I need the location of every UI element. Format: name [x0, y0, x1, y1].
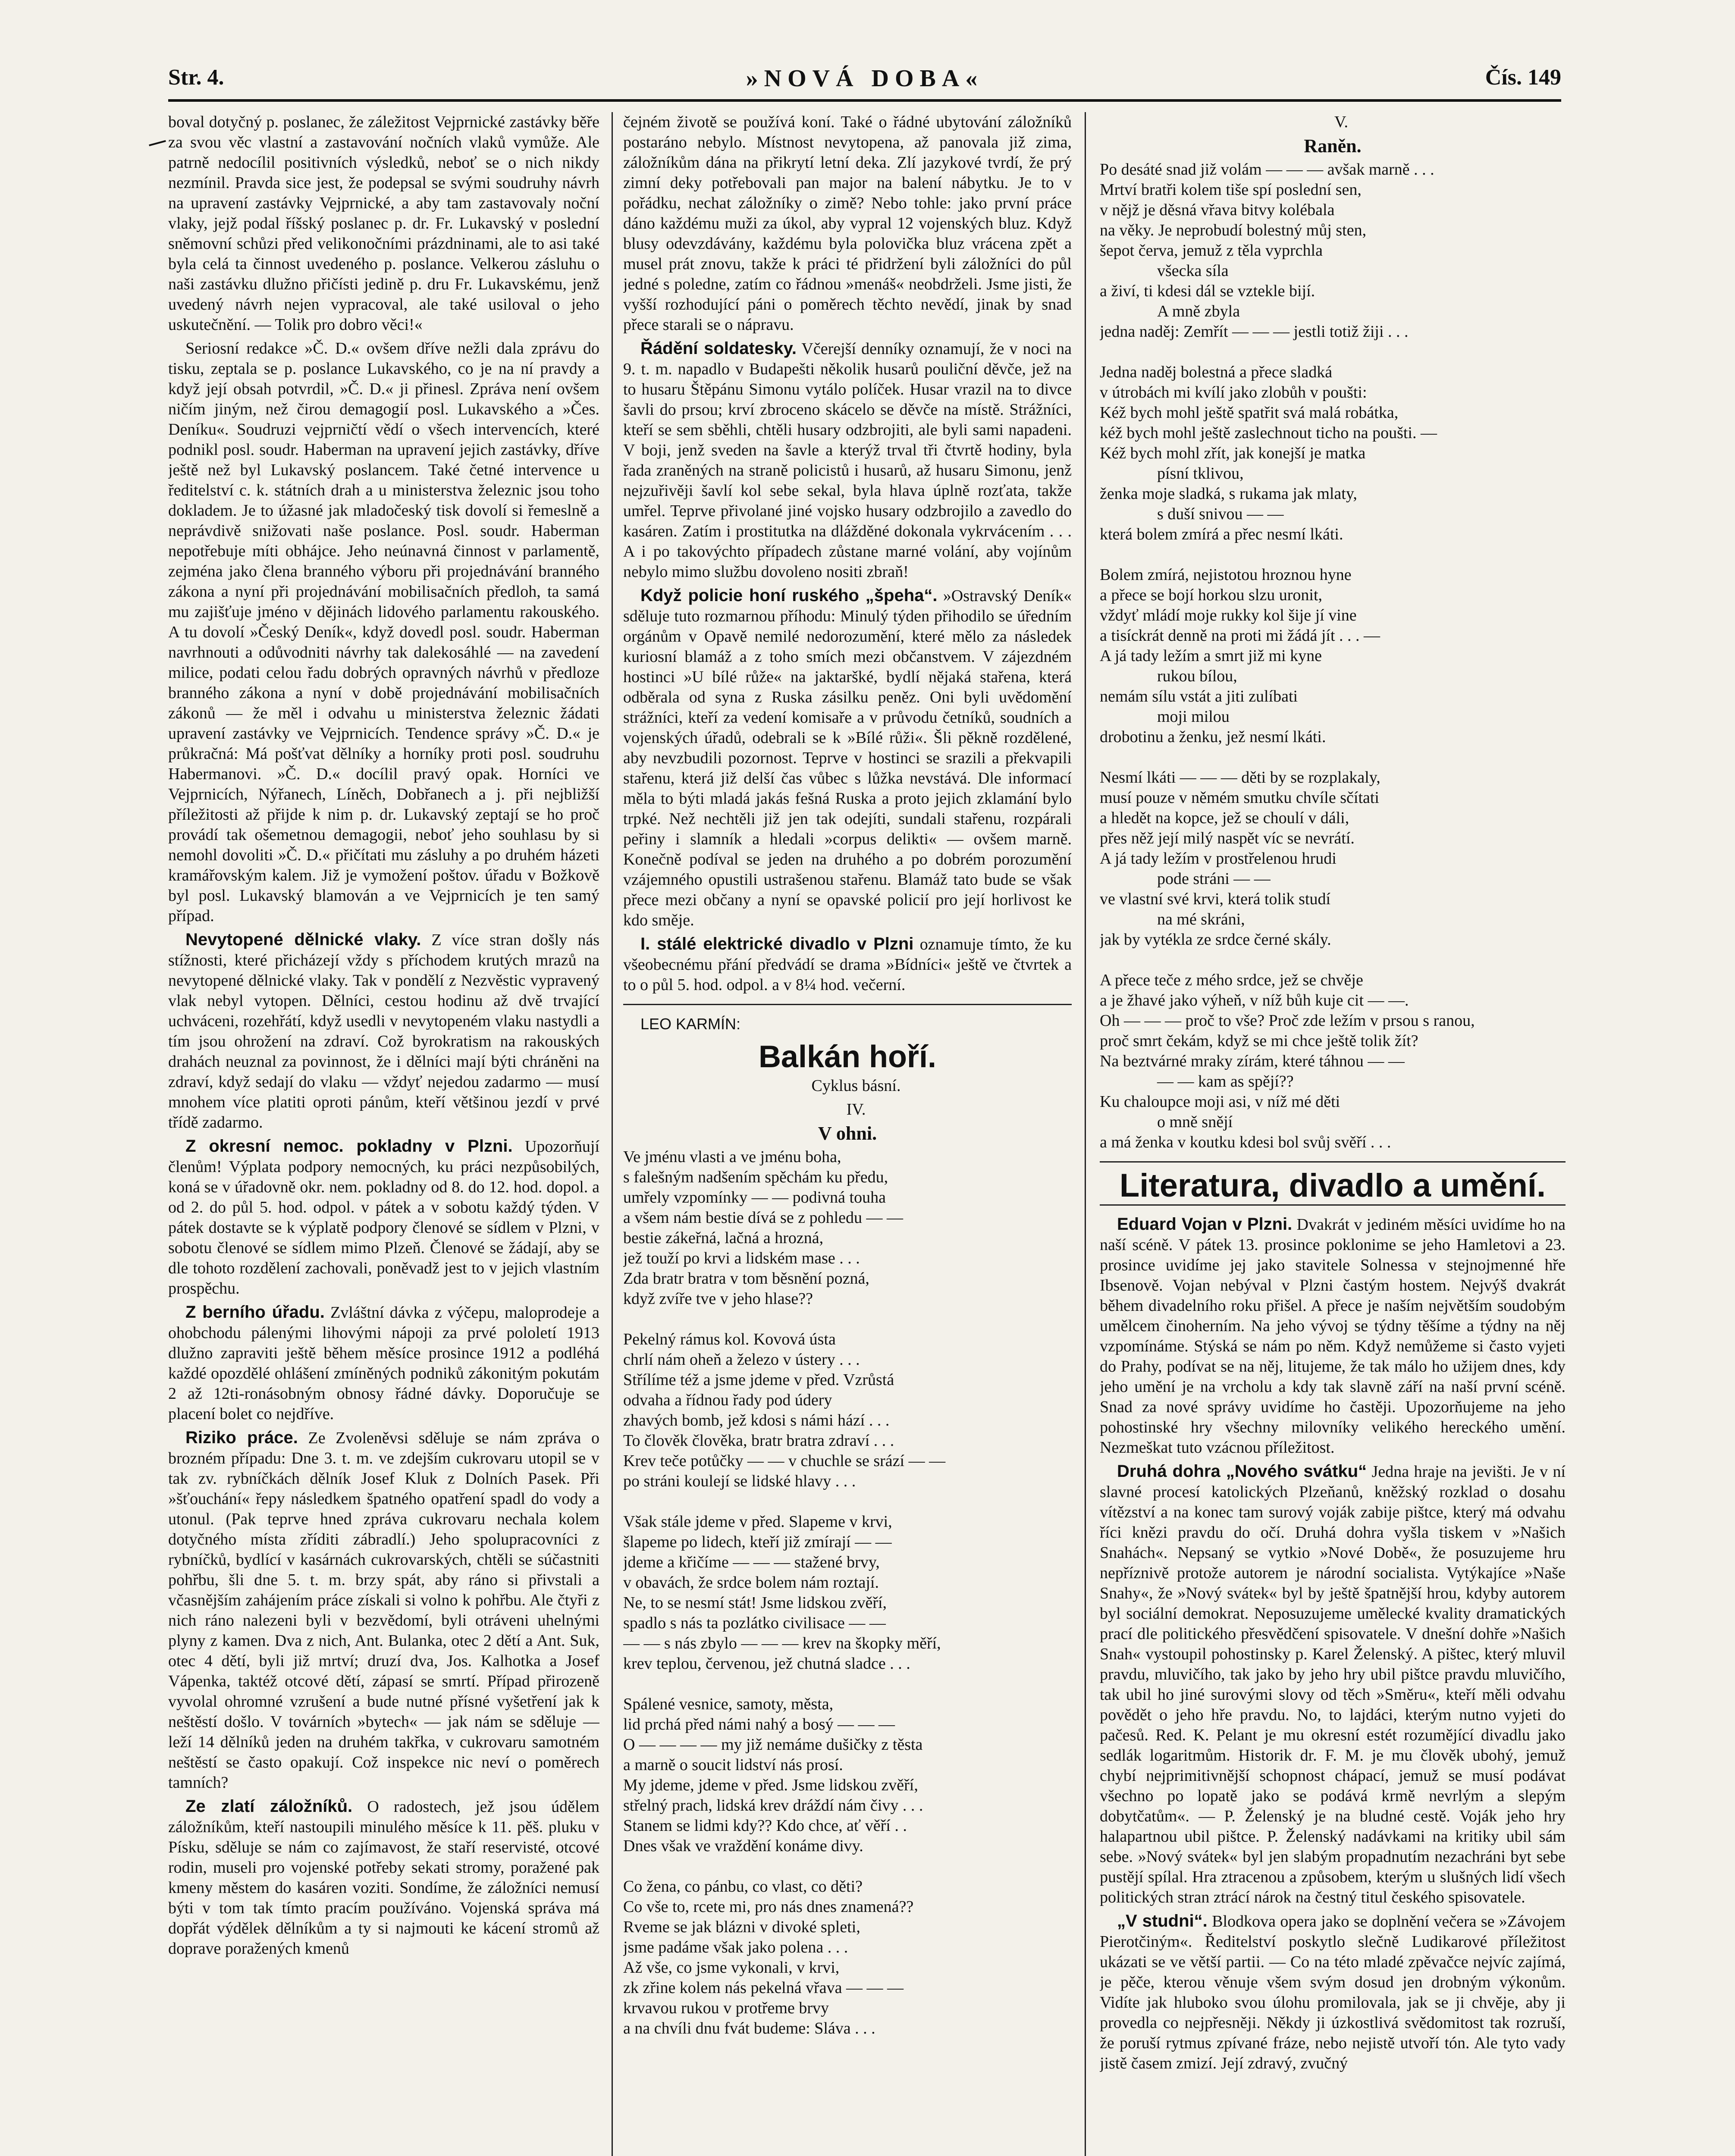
- poem-stanza: Však stále jdeme v před. Slapeme v krvi, šlapeme po lidech, kteří již zmírají — — jdeme a křičíme — — — stažené brvy, v obavách, že srdce bolem nám roztají. Ne, to se nesmí stát! Jsme lidskou zvěří, spadlo s nás ta pozlátko civilisace — — — — s nás zbylo — — — krev na škopky měří, krev teplou, červenou, jež chutná sladce . . .: [623, 1513, 941, 1673]
- poem-part-number: V.: [1334, 113, 1349, 131]
- paragraph: Upozorňují členům! Výplata podpory nemocných, ku práci nezpůsobilých, koná se v úřadovně okr. nem. pokladny od 8. do 12. hod. dopol. a od 2. do půl 5. hod. odpol. v pátek a v sobotu každý týden. V pátek dostavte se k výplatě podpory členové se sídlem v Plzni, v sobotu členové se sídlem mimo Plzeň. Členové se žádají, aby se dle tohoto rozdělení zachovali, poněvadž jest to v jejich vlastním prospěchu.: [168, 1138, 599, 1297]
- article-heading: Ze zlatí záložníků.: [185, 1797, 353, 1816]
- article-heading: Eduard Vojan v Plzni.: [1117, 1215, 1293, 1234]
- margin-mark: [149, 140, 166, 146]
- paragraph: oznamuje tímto, že ku všeobecnému přání předvádí se drama »Bídníci« ještě ve čtvrtek a to o půl 5. hod. odpol. a v 8¼ hod. večerní.: [623, 935, 1072, 994]
- paragraph: O radostech, jež jsou údělem záložníkům, kteří nastoupili minulého měsíce k 11. pěš. pluku v Písku, sděluje se nám co zajímavost, že staří reservisté, otcové rodin, museli pro vojenské potřeby sekati stromy, poražené pak kmeny městem do kasáren voziti. Sondíme, že záložníci nemusí býti v tom tak tímto pracím používáno. Vojenská správa má dopřát výdělek dělníkům a ty si najmouti ke kácení stromů až doprave poražených kmenů: [168, 1798, 599, 1958]
- poem-stanza: Ve jménu vlasti a ve jménu boha, s falešným nadšením spěchám ku předu, umřely vzpomínky — — podivná touha a všem nám bestie dívá se z pohledu — — bestie zákeřná, lačná a hrozná, jež touží po krvi a lidském mase . . . Zda bratr bratra v tom běsnění pozná, když zvíře tve v jeho hlase??: [623, 1148, 904, 1308]
- poem-stanza: A přece teče z mého srdce, jež se chvěje a je žhavé jako výheň, v níž bůh kuje cit — —. Oh — — — proč to vše? Proč zde ležím v prsou s ranou, proč smrt čekám, když se mi chce ještě tolik žít? Na beztvárné mraky zírám, které táhnou — — — — kam as spějí?? Ku chaloupce moji asi, v níž mé děti o mně snějí a má ženka v koutku kdesi bol svůj svěří . . .: [1100, 971, 1475, 1151]
- section-divider: [1100, 1161, 1566, 1163]
- article-heading: Řádění soldatesky.: [640, 339, 797, 358]
- poem-stanza: Bolem zmírá, nejistotou hroznou hyne a přece se bojí horkou slzu uronit, vždyť mládí moje rukky kol šije jí vine a tisíckrát denně na proti mi žádá jít . . . — A já tady ležím a smrt již mi kyne rukou bílou, nemám sílu vstát a jiti zulíbati moji milou drobotinu a ženku, jež nesmí lkáti.: [1100, 566, 1380, 746]
- article-heading: Z berního úřadu.: [185, 1303, 325, 1322]
- poem-stanza: Nesmí lkáti — — — děti by se rozplakaly, musí pouze v němém smutku chvíle sčítati a hledět na kopce, jež se choulí v dáli, přes něž její milý naspět víc se nevrátí. A já tady ležím v prostřelenou hrudi pode stráni — — ve vlastní své krvi, která tolik studí na mé skráni, jak by vytékla ze srdce černé skály.: [1100, 768, 1380, 949]
- paragraph: Ze Zvoleněvsi sděluje se nám zpráva o brozném případu: Dne 3. t. m. ve zdejším cukrovaru utopil se v tak zv. rybníčkách dělník Josef Kluk z Dolních Pasek. Při »šťouchání« řepy následkem špatného opatření spadl do vody a utonul. (Pak teprve hned zpráva cukrovaru nechala kolem dotyčného místa zříditi zábradlí.) Jeho spolupracovníci z rybníčků, bydlící v kasárnách cukrovarských, chtěli se súčastniti pohřbu, šli dne 5. t. m. brzy spát, aby ráno si přivstali a včasnějším zahájením práce získali si volno k pohřbu. Ale čtyři z nich ráno nalezeni byli v bezvědomí, byli otráveni uhelnými plyny z kamen. Dva z nich, Ant. Bulanka, otec 2 dětí a Ant. Suk, otec 4 dětí, byli již mrtví; druzí dva, Jos. Kalhotka a Josef Vápenka, taktéž otcové dětí, zápasí se smrtí. Případ přirozeně vyvolal ohromné vzrušení a bude nutné přísné vyšetření jak k neštěstí došlo. V továrních »bytech« — jak nám se sděluje — leží 14 dělníků jeden na druhém takřka, v cukrovaru samotném neštěstí se často opakují. Což inspekce nic neví o poměrech tamních?: [168, 1429, 599, 1792]
- poem-stanza: Jedna naděj bolestná a přece sladká v útrobách mi kvílí jako zlobůh v poušti: Kéž bych mohl ještě spatřit svá malá robátka, kéž bych mohl ještě zaslechnout ticho na poušti. — Kéž bych mohl zřít, jak konejší je matka písní tklivou, ženka moje sladká, s rukama jak mlaty, s duší snivou — — která bolem zmírá a přec nesmí lkáti.: [1100, 363, 1437, 543]
- paragraph: Seriosní redakce »Č. D.« ovšem dříve nežli dala zprávu do tisku, zeptala se p. poslance Lukavského, co je na ní pravdy a když její obsah potvrdil, »Č. D.« ji přinesl. Zpráva není ovšem ničím jiným, než čirou demagogií posl. Lukavského a »Čes. Deníku«. Soudruzi vejprničtí vědí o všech intervencích, které podnikl posl. soudr. Haberman na upravení jejich zastávky, dříve ještě než byl Lukavský poslancem. Také četné intervence u ředitelství c. k. státních drah a u ministerstva železnic jsou toho dokladem. Je to úžasné jak mladočeský tisk dovolí si řemeslně a neprávdivě snižovati naše poslance. Posl. soudr. Haberman nepotřebuje míti obhájce. Jeho neúnavná činnost v parlamentě, zejména jako člena branného výboru při projednávání branného zákona a nyní při projednávání mobilisačních předloh, ta samá mu zajišťuje jméno v dějinách lidového parlamentu rakouského. A tu dovolí »Český Deník«, když dovedl posl. soudr. Haberman navrhnouti a odůvodniti návrhy tak dalekosáhlé — na zavedení milice, podati celou řadu dobrých opravných návrhů v předloze branného zákona a nyní v době projednávání mobilisačních zákonů — že měl i odvahu u ministerstva železnic žádati upravení zastávky ve Vejprnicích. Tendence správy »Č. D.« je průkračná: Má pošťvat dělníky a horníky proti posl. soudruhu Habermanovi. »Č. D.« docílil pravý opak. Horníci ve Vejprnicích, Nýřanech, Líněch, Dobřanech a j. při nejbližší příležitosti až přijde k nim p. dr. Lukavský zeptají se ho proč provádí tak ošemetnou demagogii, neboť jeho souhlasu by si nemohl dovoliti »Č. D.« přičítati mu zásluhy a po druhém házeti kramářovským kalem. Již je vymožení poštov. úřadu v Božkově byl posl. Lukavský blamován a ve Vejprnicích je ten samý případ.: [168, 339, 599, 925]
- poem-cycle: Cyklus básní.: [811, 1077, 901, 1095]
- paragraph: Včerejší denníky oznamují, že v noci na 9. t. m. napadlo v Budapešti několik husarů pouliční děvče, jež na to husaru Štěpánu Simonu vytálo políček. Husar vrazil na to divce šavli do prsou; krví zbroceno skácelo se děvče na místě. Strážníci, kteří se sem sběhli, chtěli husary odzbrojiti, ale byli sami napadeni. V boji, jenž sveden na šavle a kterýž trval tři čtvrtě hodiny, byla řada zraněných na straně policistů i husarů, až husaru Simonu, jenž nejzuřivěji šavlí kol sebe sekal, byla hlava úplně rozťata, takže umřel. Teprve přivolané jiné vojsko husary odzbrojilo a zavedlo do kasáren. Zatím i prostitutka na dlážděné dokonala vykrvácením . . . A i po takovýchto případech zůstane marné volání, aby vojínům nebylo mimo službu dovoleno nositi zbraň!: [623, 340, 1072, 581]
- article-heading: Nevytopené dělnické vlaky.: [185, 930, 421, 949]
- article-heading: I. stálé elektrické divadlo v Plzni: [640, 934, 914, 953]
- article-heading: Z okresní nemoc. pokladny v Plzni.: [185, 1137, 513, 1156]
- page-header: [168, 65, 1561, 102]
- paragraph: Z více stran došly nás stížnosti, které přicházejí vždy s příchodem krutých mrazů na nevytopené dělnické vlaky. Tak v pondělí z Nezvěstic vypravený vlak nebyl vytopen. Dělníci, cestou hodinu až dvě trvající uchváceni, rozehřátí, když usedli v nevytopeném vlaku nastydli a tím jsou ohrožení na zdraví. Což byrokratism na rakouských drahách neuznal za povinnost, že i dělníci mají býti chráněni na zdraví, když sedají do vlaku — vždyť nejedou zadarmo — musí mnohem více platiti oproti pánům, kteří většinou jezdí v prvé třídě zadarmo.: [168, 931, 599, 1131]
- newspaper-title: »NOVÁ DOBA«: [746, 65, 984, 92]
- page-number: Str. 4.: [168, 65, 224, 90]
- column-3: [1100, 112, 1566, 2156]
- paragraph: Jedna hraje na jevišti. Je v ní slavné procesí katolických Plzeňanů, kněžský rozklad o dosahu vítězství a na konec tam surový voják zabije pištce, který má odvahu říci knězi pravdu do očí. Druhá dohra vyšla tiskem v »Našich Snahách«. Nepsaný se vytkio »Nové Době«, že posuzujeme hru nepříznivě protože autorem je národní socialista. Vytýkajíce »Naše Snahy«, že »Nový svátek« byl by ještě špatnější hrou, kdyby autorem byl sociální demokrat. Neposuzujeme umělecké kvality dramatických prací dle politického přesvědčení spisovatele. V dnešní dohře »Našich Snah« vystoupil pohostinsky p. Karel Želenský. A pištec, který mluvil pravdu, mluvičího, tak jako by jeho hry ubil pištce pravdu mluvičího, tak ubil ho jiné surovými slovy od těch »Směru«, kteří měli odvahu povědět o jeho hře pravdu. No, to lajdáci, kterým nutno vyjeti do pačesů. Red. K. Pelant je mu okresní estét rozumějící divadlu jako sedlák logaritmům. Historik dr. F. M. je mu člověk ubohý, jemuž chybí nejprimitivnější schopnost chápací, jemuž se musí podávat všechno po lopatě jako se podává krmě nevrlým a slepým dobytčatům«. — P. Želenský je na bludné cestě. Voják jeho hry halapartnou ubil pištce. P. Želenský nadávkami na kritiky ubil sám sebe. »Nový svátek« byl jen slabým propadnutím nezachráni byt sebe pustějí spílal. Hra ztracenou a způsobem, kterým u slušných lidí všech politických stran ztrácí nárok na čestný titul českého spisovatele.: [1100, 1463, 1566, 1906]
- paragraph: Dvakrát v jediném měsíci uvidíme ho na naší scéně. V pátek 13. prosince poklonime se jeho Hamletovi a 23. prosince uvidíme jej jako stavitele Solnessa v stejnojmenné hře Ibsenově. Vojan nebýval v Plzni častým hostem. Nejvýš dvakrát během divadelního roku přišel. A přece je naším největším soudobým umělcem činoherním. Na jeho vývoj se týdny těšíme a týdny na něj vzpomínáme. Stýská se nám po něm. Když nemůžeme si často vyjeti do Prahy, podívat se na něj, litujeme, že tak málo ho užijem dnes, kdy jeho umění je na vrcholu a kdy tak slavně září na naší první scéně. Snad za nové správy uvidíme ho častěji. Upozorňujeme na jeho pohostinské hry všechny milovníky velikého hereckého umění. Nezmeškat tuto vzácnou příležitost.: [1100, 1216, 1566, 1457]
- section-title: Literatura, divadlo a umění.: [1119, 1167, 1546, 1204]
- poem-title: Balkán hoří.: [758, 1040, 937, 1074]
- poem-stanza: Pekelný rámus kol. Kovová ústa chrlí nám oheň a železo v ústery . . . Střílíme též a jsme jdeme v před. Vzrůstá odvaha a řídnou řady pod údery zhavých bomb, jež kdosi s námi hází . . . To člověk člověka, bratr bratra zdraví . . . Krev teče potůčky — — v chuchle se srází — — po stráni koulejí se lidské hlavy . . .: [623, 1330, 946, 1490]
- paragraph: boval dotyčný p. poslanec, že záležitost Vejprnické zastávky běře za svou věc vlastní a zastavování nočních vlaků vymůže. Ale patrně nedocílil positivních výsledků, neboť se o nich nikdy nezmínil. Pravda sice jest, že podepsal se svými soudruhy návrh na upravení zastávky Vejprnické, a aby tam zastavovaly noční vlaky, jejž podal říšský poslanec p. dr. Fr. Lukavský v poslední sněmovní schůzi před velikonočními prázdninami, ale to asi také byla celá ta činnost uvedeného p. poslance. Velkerou zásluhu o naši zastávku dlužno přičísti jedině p. dru Fr. Lukavskému, jenž uvedený návrh nejen vypracoval, ale také usiloval o jeho uskutečnění. — Tolik pro dobro věci!«: [168, 113, 599, 334]
- poem-stanza: Po desáté snad již volám — — — avšak marně . . . Mrtví bratři kolem tiše spí poslední sen, v nějž je děsná vřava bitvy kolébala na věky. Je neprobudí bolestný můj sten, šepot červa, jemuž z těla vyprchla všecka síla a živí, ti kdesi dál se vztekle bijí. A mně zbyla jedna naděj: Zemřít — — — jestli totiž žiji . . .: [1100, 160, 1434, 341]
- column-1: [168, 112, 599, 2156]
- paragraph: Blodkova opera jako se doplnění večera se »Závojem Pierotčiným«. Ředitelství poskytlo slečně Ludikarové příležitost ukázati se ve větší partii. — Co na této mladé zpěvačce nejvíc zajímá, je pěče, kterou věnuje všem svým dosud jen drobným výkonům. Vidíte jak hluboko svou úlohu promilovala, jak se ji chvěje, aby ji provedla co nejpřesněji. Někdy ji úzkostlivá svědomitost tak rozruší, že poruší rytmus zpívané fráze, nebo nejistě utvoří tón. Ale tyto vady jistě časem zmizí. Její zdravý, zvučný: [1100, 1912, 1566, 2072]
- poem-stanza: Co žena, co pánbu, co vlast, co děti? Co vše to, rcete mi, pro nás dnes znamená?? Rveme se jak blázni v divoké spleti, jsme padáme však jako polena . . . Až vše, co jsme vykonali, v krvi, zk zřine kolem nás pekelná vřava — — — krvavou rukou v protřeme brvy a na chvíli dnu fvát budeme: Sláva . . .: [623, 1877, 914, 2037]
- section-divider: [623, 1004, 1072, 1005]
- poem-part-number: IV.: [846, 1100, 866, 1119]
- column-rule-1: [612, 112, 613, 2156]
- paragraph: »Ostravský Deník« sděluje tuto rozmarnou příhodu: Minulý týden přihodilo se úředním orgánům v Opavě nemilé nedorozumění, které mělo za následek kuriosní blamáž a z toho smích mezi občanstvem. V zájezdném hostinci »U bílé růže« na jaktaršké, bydlí nějaká stařena, která odběrala od syna z Ruska zásilku peněz. Oni byli uvědomění strážníci, kteří za vedení komisaře a v průvodu četníků, soudních a vojenských úřadů, odebrali se k »Bílé růži«. Šli pěkně rozdělené, aby nevzbudili pozornost. Teprve v hostinci se srazili a překvapili stařenu, která již delší čas vůbec s lůžka nevstává. Dle informací měla to býti mladá jakás fešná Ruska a proto jejich zklamání bylo trpké. Než nechtěli již jen tak odejíti, sundali stařenu, rozpárali peřiny i slamník a hledali »corpus delikti« — ovšem marně. Konečně podíval se jeden na druhého a po dobrém porozumění vzájemného opustili ustrašenou stařenu. Blamáž tato bude se však přece mezi občany a nyní se opavské policií pro její horlivost ke kdo směje.: [623, 587, 1072, 929]
- poem-author: LEO KARMÍN:: [640, 1015, 741, 1033]
- article-heading: Když policie honí ruského „špeha“.: [640, 586, 938, 605]
- column-rule-2: [1085, 112, 1086, 2156]
- article-heading: Riziko práce.: [185, 1428, 298, 1447]
- issue-number: Čís. 149: [1485, 65, 1561, 90]
- poem-stanza: Spálené vesnice, samoty, města, lid prchá před námi nahý a bosý — — — O — — — — my již nemáme dušičky z těsta a marně o soucit lidství nás prosí. My jdeme, jdeme v před. Jsme lidskou zvěří, střelný prach, lidská krev dráždí nám čivy . . . Stanem se lidmi kdy?? Kdo chce, ať věří . . Dnes však ve vraždění konáme divy.: [623, 1695, 923, 1855]
- section-divider: [1100, 1204, 1566, 1206]
- poem-part-title: Raněn.: [1304, 135, 1362, 157]
- column-2: [623, 112, 1072, 2156]
- article-heading: „V studni“.: [1117, 1912, 1208, 1930]
- paragraph: Zvláštní dávka z výčepu, maloprodeje a ohobchodu pálenými lihovými nápoji za prvé pololetí 1913 dlužno zapraviti ještě během měsíce prosince 1912 a podléhá každé opozdělé ohlášení zmíněných podniků zákonitým pokutám 2 až 12ti-ronásobným obnosy řádné dávky. Doporučuje se placení bolet co nejdříve.: [168, 1304, 599, 1423]
- article-heading: Druhá dohra „Nového svátku“: [1117, 1462, 1367, 1481]
- poem-part-title: V ohni.: [818, 1123, 877, 1144]
- paragraph: čejném životě se používá koní. Také o řádné ubytování záložníků postaráno nebylo. Místnost nevytopena, až panovala již zima, záložníkům dána na přikrytí letní deka. Zlí jazykové tvrdí, že prý zimní deky potřebovali pan major na balení nábytku. Je to v pořádku, nechat záložníky o zimě? Nebo tohle: jako první práce dáno každému muži za úkol, aby vypral 12 vojenských bluz. Když blusy odevzdávány, každému byla polovička bluz vrácena zpět a musel prát znovu, takže k práci té přidržení byli záložníci do půl jedné s poledne, zatím co řádnou »menáš« neobdrželi. Jsme jisti, že vyšší rozhodující páni o poměrech těchto nevědí, jinak by snad přece starali se o nápravu.: [623, 113, 1072, 334]
